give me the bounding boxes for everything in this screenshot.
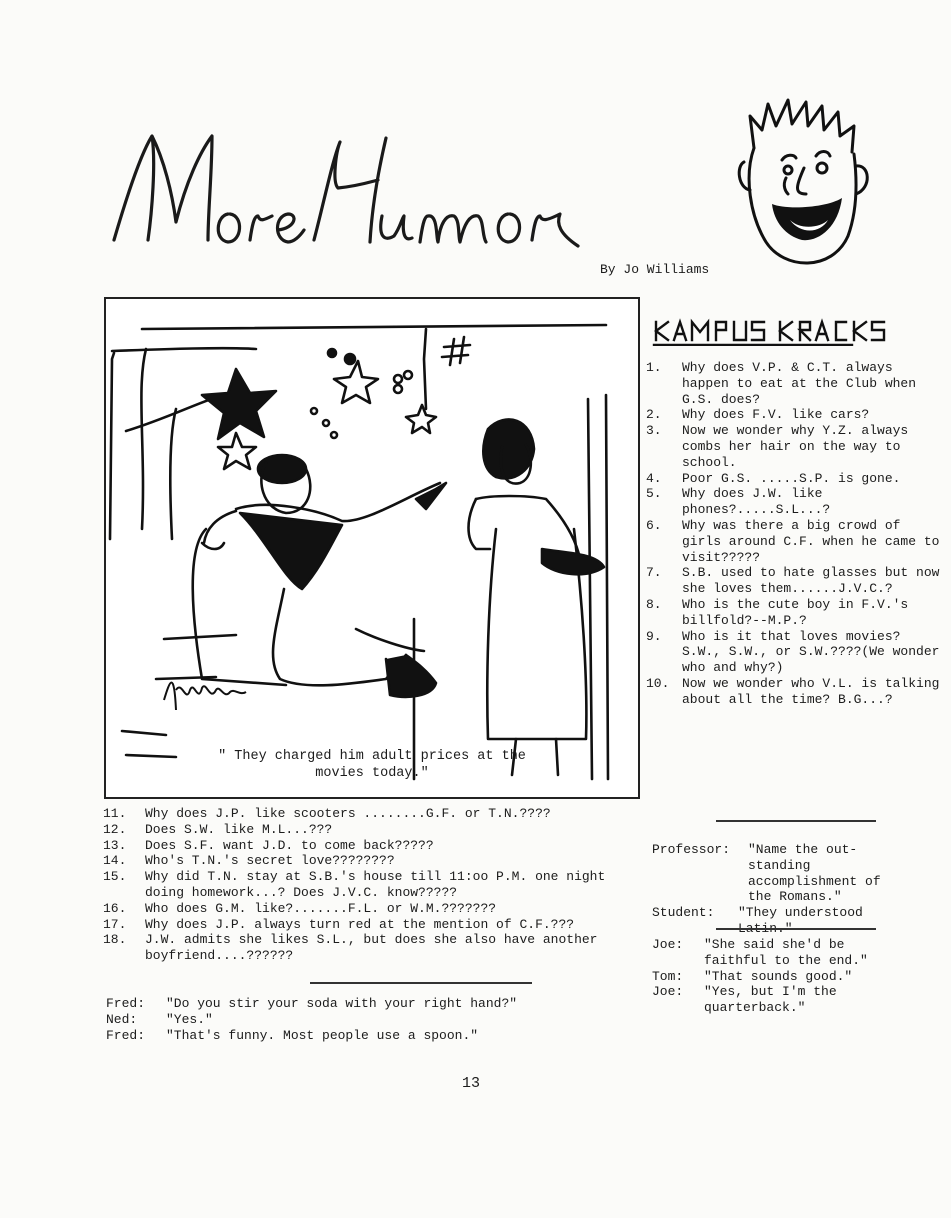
question-item xyxy=(646,518,946,565)
joke-speaker: Student: xyxy=(652,905,715,921)
joke-roman xyxy=(652,842,890,937)
joke-speaker: Fred: xyxy=(106,1027,146,1043)
question-item xyxy=(646,423,946,470)
question-number: 11. xyxy=(103,806,127,821)
joke-speaker: Professor: xyxy=(652,842,731,857)
question-number: 10. xyxy=(646,675,670,691)
cartoon-panel xyxy=(104,297,640,799)
question-text: Why did T.N. stay at S.B.'s house till 11:oo P.M. one night doing homework...? Does J.V.C. know????? xyxy=(145,869,606,900)
question-item xyxy=(646,597,946,629)
joke-text: "Do you stir your soda with your right hand?" xyxy=(166,996,518,1011)
kampus-kracks-lettering xyxy=(648,316,908,346)
question-item xyxy=(103,901,651,917)
question-item xyxy=(646,486,946,518)
question-list-left xyxy=(103,806,651,964)
question-text: S.B. used to hate glasses but now she loves them......J.V.C.? xyxy=(682,565,940,597)
question-number: 14. xyxy=(103,853,127,869)
question-text: Why was there a big crowd of girls around C.F. when he came to visit????? xyxy=(682,517,940,565)
question-text: Why does J.P. like scooters ........G.F. or T.N.???? xyxy=(145,806,551,821)
joke-speaker: Joe: xyxy=(652,984,684,1000)
smiling-face-icon xyxy=(736,96,886,274)
question-text: J.W. admits she likes S.L., but does she also have another boyfriend....?????? xyxy=(145,932,598,964)
joke-text: "That sounds good." xyxy=(704,968,853,984)
question-item xyxy=(646,676,946,708)
question-list-right xyxy=(646,360,946,708)
joke-football xyxy=(652,937,882,1016)
artist-signature xyxy=(160,660,250,720)
joke-text: "That's funny. Most people use a spoon." xyxy=(166,1027,479,1043)
question-number: 8. xyxy=(646,596,662,612)
joke-text: "Yes, but I'm the quarterback." xyxy=(704,984,837,1016)
question-text: Why does J.P. always turn red at the mention of C.F.??? xyxy=(145,916,575,932)
question-text: Poor G.S. .....S.P. is gone. xyxy=(682,470,901,486)
question-item xyxy=(646,629,946,676)
question-item xyxy=(103,806,651,822)
divider-rule xyxy=(716,928,876,930)
joke-line xyxy=(652,937,882,969)
question-text: Who's T.N.'s secret love???????? xyxy=(145,853,395,869)
kampus-kracks-heading xyxy=(648,316,908,346)
joke-speaker: Fred: xyxy=(106,996,146,1011)
question-number: 18. xyxy=(103,932,127,948)
question-number: 12. xyxy=(103,821,127,837)
joke-speaker: Joe: xyxy=(652,937,684,952)
joke-text: "She said she'd be faithful to the end." xyxy=(704,937,868,968)
question-number: 3. xyxy=(646,423,662,439)
caption-line-1: " They charged him adult prices at the xyxy=(218,749,526,764)
joke-soda xyxy=(106,996,546,1043)
question-item xyxy=(103,869,651,901)
caption-line-2: movies today." xyxy=(315,766,429,781)
question-text: Who is the cute boy in F.V.'s billfold?--M.P.? xyxy=(682,596,909,628)
question-item xyxy=(646,360,946,407)
question-text: Does S.F. want J.D. to come back????? xyxy=(145,837,434,853)
question-item xyxy=(646,471,946,487)
joke-text: "Yes." xyxy=(166,1011,213,1027)
question-text: Does S.W. like M.L...??? xyxy=(145,821,333,837)
joke-line xyxy=(652,842,890,905)
cartoon-caption xyxy=(104,748,640,782)
divider-rule xyxy=(716,820,876,822)
page-number: 13 xyxy=(462,1075,481,1092)
question-number: 17. xyxy=(103,916,127,932)
question-text: Who is it that loves movies? S.W., S.W., or S.W.????(We wonder who and why?) xyxy=(682,628,940,676)
question-number: 4. xyxy=(646,470,662,486)
question-number: 13. xyxy=(103,837,127,853)
question-number: 9. xyxy=(646,628,662,644)
question-item xyxy=(103,932,651,964)
question-item xyxy=(103,822,651,838)
question-number: 15. xyxy=(103,869,127,885)
joke-line xyxy=(652,969,882,985)
question-item xyxy=(103,838,651,854)
joke-line xyxy=(106,1012,546,1028)
question-number: 2. xyxy=(646,407,662,423)
question-item xyxy=(646,407,946,423)
question-text: Why does J.W. like phones?.....S.L...? xyxy=(682,486,831,518)
question-number: 16. xyxy=(103,900,127,916)
question-item xyxy=(646,565,946,597)
question-number: 1. xyxy=(646,360,662,375)
question-text: Who does G.M. like?.......F.L. or W.M.??????? xyxy=(145,900,497,916)
question-number: 6. xyxy=(646,517,662,533)
question-text: Now we wonder why Y.Z. always combs her hair on the way to school. xyxy=(682,423,909,470)
divider-rule xyxy=(310,982,532,984)
question-item xyxy=(103,917,651,933)
joke-text: "Name the out-standing accomplishment of the Romans." xyxy=(748,842,881,905)
joke-text: "They understood Latin." xyxy=(738,905,863,936)
question-text: Now we wonder who V.L. is talking about all the time? B.G...? xyxy=(682,675,940,707)
joke-line xyxy=(106,996,546,1012)
question-number: 7. xyxy=(646,565,662,581)
title-script xyxy=(108,112,608,282)
joke-line xyxy=(652,905,890,937)
joke-speaker: Tom: xyxy=(652,968,684,984)
cartoon-drawing xyxy=(106,299,638,797)
question-text: Why does F.V. like cars? xyxy=(682,407,870,423)
joke-speaker: Ned: xyxy=(106,1011,138,1027)
joke-line xyxy=(652,984,882,1016)
question-text: Why does V.P. & C.T. always happen to eat at the Club when G.S. does? xyxy=(682,360,917,407)
joke-line xyxy=(106,1028,546,1044)
question-item xyxy=(103,853,651,869)
question-number: 5. xyxy=(646,486,662,502)
byline: By Jo Williams xyxy=(600,262,710,277)
